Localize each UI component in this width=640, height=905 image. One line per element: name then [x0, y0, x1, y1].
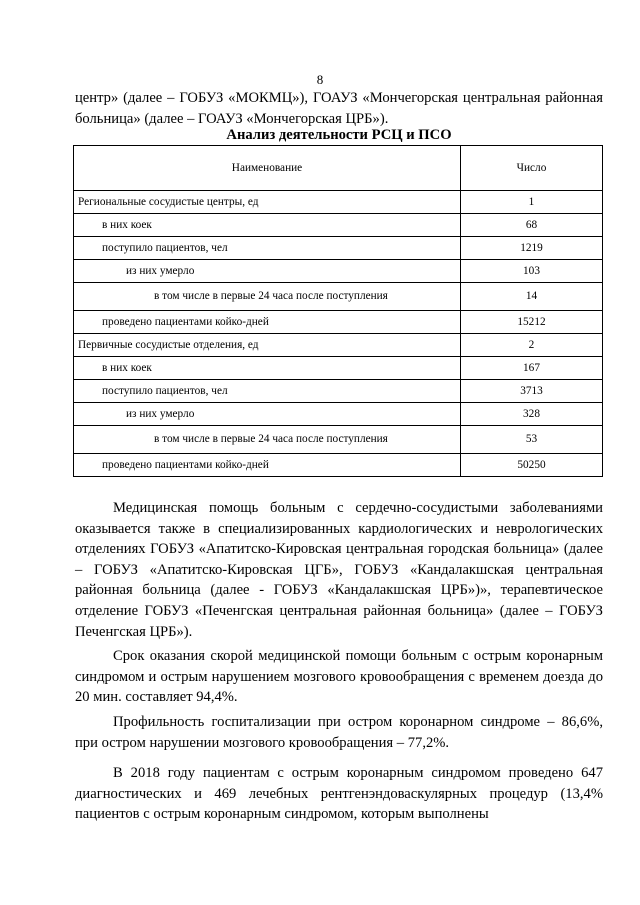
row-label: проведено пациентами койко-дней — [74, 311, 461, 334]
row-value: 167 — [461, 357, 603, 380]
row-value: 103 — [461, 260, 603, 283]
row-label: в них коек — [74, 214, 461, 237]
paragraph: Срок оказания скорой медицинской помощи больным с острым коронарным синдромом и острым нарушением мозгового кровообращения с временем доезда до 20 мин. составляет 94,4%. — [75, 648, 603, 706]
table-title: Анализ деятельности РСЦ и ПСО — [226, 127, 452, 143]
paragraph: В 2018 году пациентам с острым коронарным синдромом проведено 647 диагностических и 469 лечебных рентгенэндоваскулярных процедур (13,4% пациентов с острым коронарным синдромом, которым выполнены — [75, 765, 603, 823]
paragraph: Профильность госпитализации при остром коронарном синдроме – 86,6%, при остром нарушении мозгового кровообращения – 77,2%. — [75, 713, 603, 751]
table-header-row — [74, 146, 603, 191]
table-row — [74, 357, 603, 380]
row-label: поступило пациентов, чел — [74, 380, 461, 403]
body-text — [75, 498, 603, 829]
row-label: Первичные сосудистые отделения, ед — [74, 334, 461, 357]
row-value: 328 — [461, 403, 603, 426]
header-value: Число — [461, 146, 603, 191]
row-value: 2 — [461, 334, 603, 357]
row-value: 1219 — [461, 237, 603, 260]
table-row — [74, 334, 603, 357]
table-row — [74, 214, 603, 237]
row-label: в том числе в первые 24 часа после поступления — [74, 283, 461, 311]
row-label: из них умерло — [74, 403, 461, 426]
table-row — [74, 260, 603, 283]
table-row — [74, 237, 603, 260]
row-value: 14 — [461, 283, 603, 311]
table-row — [74, 311, 603, 334]
intro-paragraph — [75, 88, 603, 130]
table-row — [74, 454, 603, 477]
row-label: в них коек — [74, 357, 461, 380]
table-row — [74, 191, 603, 214]
row-label: в том числе в первые 24 часа после поступления — [74, 426, 461, 454]
header-name: Наименование — [74, 146, 461, 191]
table-row — [74, 380, 603, 403]
row-label: из них умерло — [74, 260, 461, 283]
paragraph: Медицинская помощь больным с сердечно-сосудистыми заболеваниями оказывается также в специализированных кардиологических и неврологических отделениях ГОБУЗ «Апатитско-Кировская центральная городская больница» (далее – ГОБУЗ «Апатитско-Кировская ЦГБ», ГОБУЗ «Кандалакшская центральная районная больница (далее - ГОБУЗ «Кандалакшская ЦРБ»)», терапевтическое отделение ГОБУЗ «Печенгская центральная районная больница» (далее – ГОБУЗ Печенгская ЦРБ»). — [75, 500, 603, 640]
table-row — [74, 426, 603, 454]
row-value: 68 — [461, 214, 603, 237]
page-number: 8 — [316, 72, 324, 87]
table-row — [74, 403, 603, 426]
activity-table — [73, 145, 603, 477]
table-row — [74, 283, 603, 311]
intro-text: центр» (далее – ГОБУЗ «МОКМЦ»), ГОАУЗ «Мончегорская центральная районная больница» (далее – ГОАУЗ «Мончегорская ЦРБ»). — [75, 90, 603, 127]
row-value: 15212 — [461, 311, 603, 334]
row-value: 3713 — [461, 380, 603, 403]
row-label: Региональные сосудистые центры, ед — [74, 191, 461, 214]
row-label: поступило пациентов, чел — [74, 237, 461, 260]
row-value: 53 — [461, 426, 603, 454]
row-value: 1 — [461, 191, 603, 214]
row-label: проведено пациентами койко-дней — [74, 454, 461, 477]
row-value: 50250 — [461, 454, 603, 477]
